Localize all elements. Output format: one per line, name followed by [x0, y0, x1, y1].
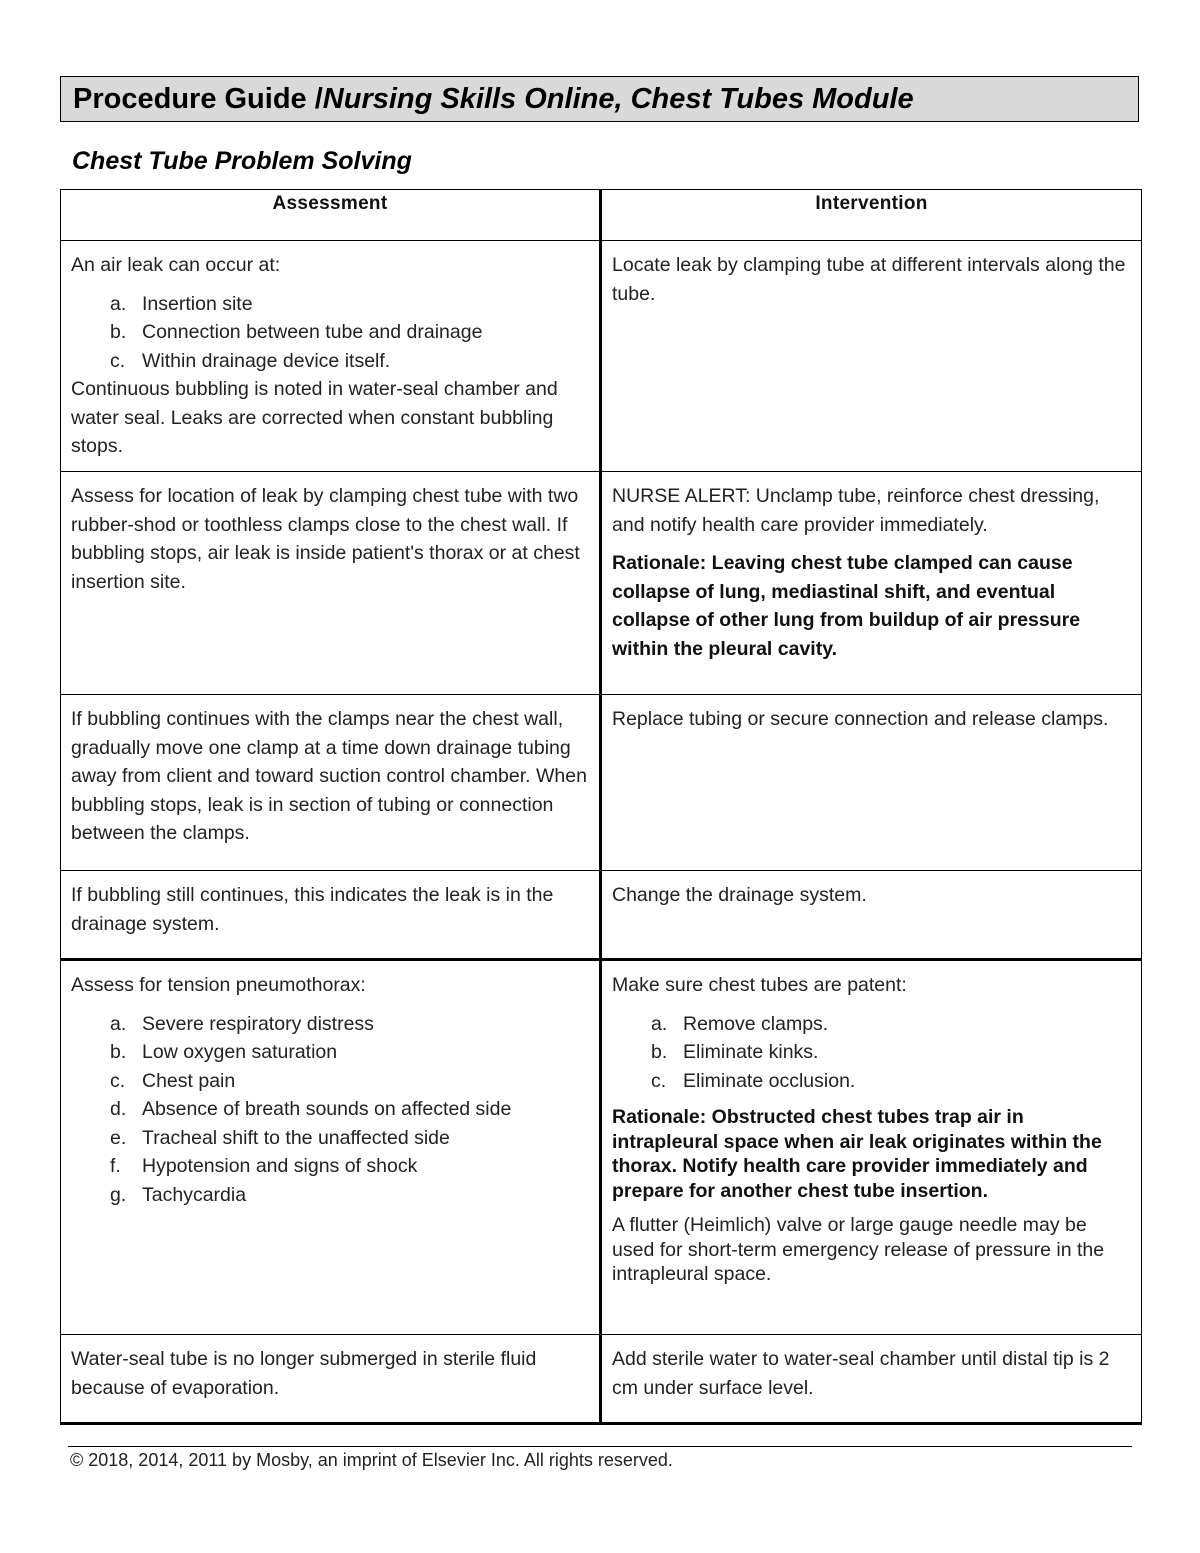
document-header — [60, 76, 1139, 122]
list — [71, 290, 589, 376]
list-item: a. Remove clamps. — [651, 1012, 829, 1035]
intervention-cell — [601, 1335, 1142, 1424]
assessment-cell — [61, 871, 601, 960]
column-header-assessment: Assessment — [61, 190, 601, 241]
list — [71, 1010, 589, 1210]
cell-text: A flutter (Heimlich) valve or large gauge needle may be used for short-term emergency release of pressure in the intrapleural space. — [612, 1214, 1105, 1285]
intervention-cell — [601, 695, 1142, 871]
table-row — [61, 695, 1142, 871]
table-row — [61, 472, 1142, 695]
section-title: Chest Tube Problem Solving — [72, 147, 412, 175]
table-row — [61, 241, 1142, 472]
list — [612, 1010, 1131, 1096]
cell-text: Make sure chest tubes are patent: — [612, 974, 907, 996]
header-plain: Procedure Guide / — [73, 82, 323, 115]
intervention-cell — [601, 960, 1142, 1335]
cell-text: Change the drainage system. — [612, 884, 867, 906]
assessment-cell — [61, 695, 601, 871]
cell-text: Assess for location of leak by clamping chest tube with two rubber-shod or toothless clamps close to the chest wall. If bubbling stops, air leak is inside patient's thorax or at chest insertion site. — [71, 485, 580, 593]
list-item: b. Eliminate kinks. — [651, 1041, 819, 1063]
problem-solving-table — [60, 189, 1142, 1425]
cell-text: Add sterile water to water-seal chamber until distal tip is 2 cm under surface level. — [612, 1348, 1110, 1399]
list-item: f. Hypotension and signs of shock — [110, 1155, 418, 1177]
intervention-cell — [601, 241, 1142, 472]
list-item: a. Insertion site — [110, 292, 253, 315]
copyright-footer: © 2018, 2014, 2011 by Mosby, an imprint of Elsevier Inc. All rights reserved. — [70, 1450, 673, 1470]
cell-text: An air leak can occur at: — [71, 254, 281, 276]
list-item: d. Absence of breath sounds on affected side — [110, 1098, 512, 1120]
intervention-cell — [601, 472, 1142, 695]
assessment-cell — [61, 241, 601, 472]
rationale-text: Rationale: Obstructed chest tubes trap air in intrapleural space when air leak originates within the thorax. Notify health care provider immediately and prepare for another chest tube insertion. — [612, 1106, 1102, 1202]
list-item: b. Low oxygen saturation — [110, 1041, 338, 1063]
list-item: c. Chest pain — [110, 1069, 236, 1092]
table-row — [61, 1335, 1142, 1424]
table-header-row — [61, 190, 1142, 241]
cell-text: If bubbling continues with the clamps near the chest wall, gradually move one clamp at a time down drainage tubing away from client and toward suction control chamber. When bubbling stops, leak is in section of tubing or connection between the clamps. — [71, 708, 587, 844]
list-item: a. Severe respiratory distress — [110, 1012, 374, 1035]
cell-text: Water-seal tube is no longer submerged in sterile fluid because of evaporation. — [71, 1348, 537, 1399]
assessment-cell — [61, 472, 601, 695]
list-item: b. Connection between tube and drainage — [110, 321, 483, 343]
cell-text: If bubbling still continues, this indicates the leak is in the drainage system. — [71, 884, 554, 935]
list-item: c. Within drainage device itself. — [110, 349, 391, 372]
cell-text: Locate leak by clamping tube at different intervals along the tube. — [612, 254, 1126, 305]
column-header-intervention: Intervention — [601, 190, 1142, 241]
cell-text: Assess for tension pneumothorax: — [71, 974, 366, 996]
assessment-cell — [61, 960, 601, 1335]
table-row — [61, 960, 1142, 1335]
list-item: e. Tracheal shift to the unaffected side — [110, 1126, 450, 1149]
footer-divider — [68, 1446, 1132, 1447]
list-item: g. Tachycardia — [110, 1183, 247, 1206]
cell-text: Replace tubing or secure connection and release clamps. — [612, 708, 1109, 730]
nurse-alert: NURSE ALERT: Unclamp tube, reinforce chest dressing, and notify health care provider immediately. — [612, 485, 1100, 536]
list-item: c. Eliminate occlusion. — [651, 1069, 856, 1092]
rationale-text: Rationale: Leaving chest tube clamped can cause collapse of lung, mediastinal shift, and eventual collapse of other lung from buildup of air pressure within the pleural cavity. — [612, 552, 1081, 660]
header-italic: Nursing Skills Online, Chest Tubes Module — [322, 82, 914, 115]
cell-text: Continuous bubbling is noted in water-seal chamber and water seal. Leaks are corrected when constant bubbling stops. — [71, 378, 558, 457]
table-row — [61, 871, 1142, 960]
assessment-cell — [61, 1335, 601, 1424]
intervention-cell — [601, 871, 1142, 960]
